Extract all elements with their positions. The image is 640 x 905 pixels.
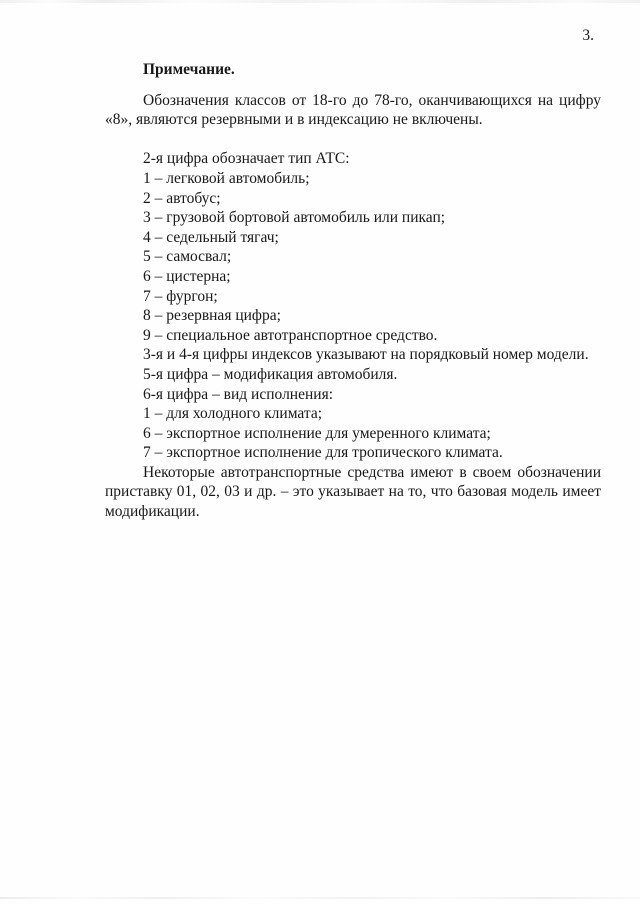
list-item: 1 – легковой автомобиль; [143, 169, 310, 187]
list-item: 8 – резервная цифра; [143, 307, 281, 325]
scan-artifact-bottom [0, 897, 640, 899]
page-number: 3. [582, 27, 594, 44]
list-item: 7 – экспортное исполнение для тропического климата. [143, 444, 503, 462]
classification-list [105, 149, 601, 463]
list-item: 6-я цифра – вид исполнения: [143, 385, 334, 403]
list-item: 2 – автобус; [143, 189, 221, 207]
paragraph-spacer [105, 130, 601, 150]
list-item: 4 – седельный тягач; [143, 228, 279, 246]
list-item: 6 – экспортное исполнение для умеренного климата; [143, 424, 491, 442]
list-item: 5-я цифра – модификация автомобиля. [143, 365, 398, 383]
list-item: 1 – для холодного климата; [143, 405, 323, 423]
list-item: 5 – самосвал; [143, 248, 232, 266]
scan-artifact-top [0, 0, 640, 3]
closing-paragraph: Некоторые автотранспортные средства имеют в своем обозначении приставку 01, 02, 03 и др. – это указывает на то, что базовая модель имеет модификации. [105, 463, 601, 521]
list-item: 9 – специальное автотранспортное средство. [143, 326, 438, 344]
list-item: 3-я и 4-я цифры индексов указывают на порядковый номер модели. [143, 346, 589, 364]
section-heading: Примечание. [143, 61, 235, 78]
list-item: 3 – грузовой бортовой автомобиль или пикап; [143, 209, 446, 227]
page-content [105, 60, 601, 522]
list-item: 7 – фургон; [143, 287, 218, 305]
list-item: 6 – цистерна; [143, 267, 231, 285]
intro-paragraph: Обозначения классов от 18-го до 78-го, оканчивающихся на цифру «8», являются резервными и в индексацию не включены. [105, 91, 601, 129]
list-item: 2-я цифра обозначает тип АТС: [143, 150, 350, 168]
